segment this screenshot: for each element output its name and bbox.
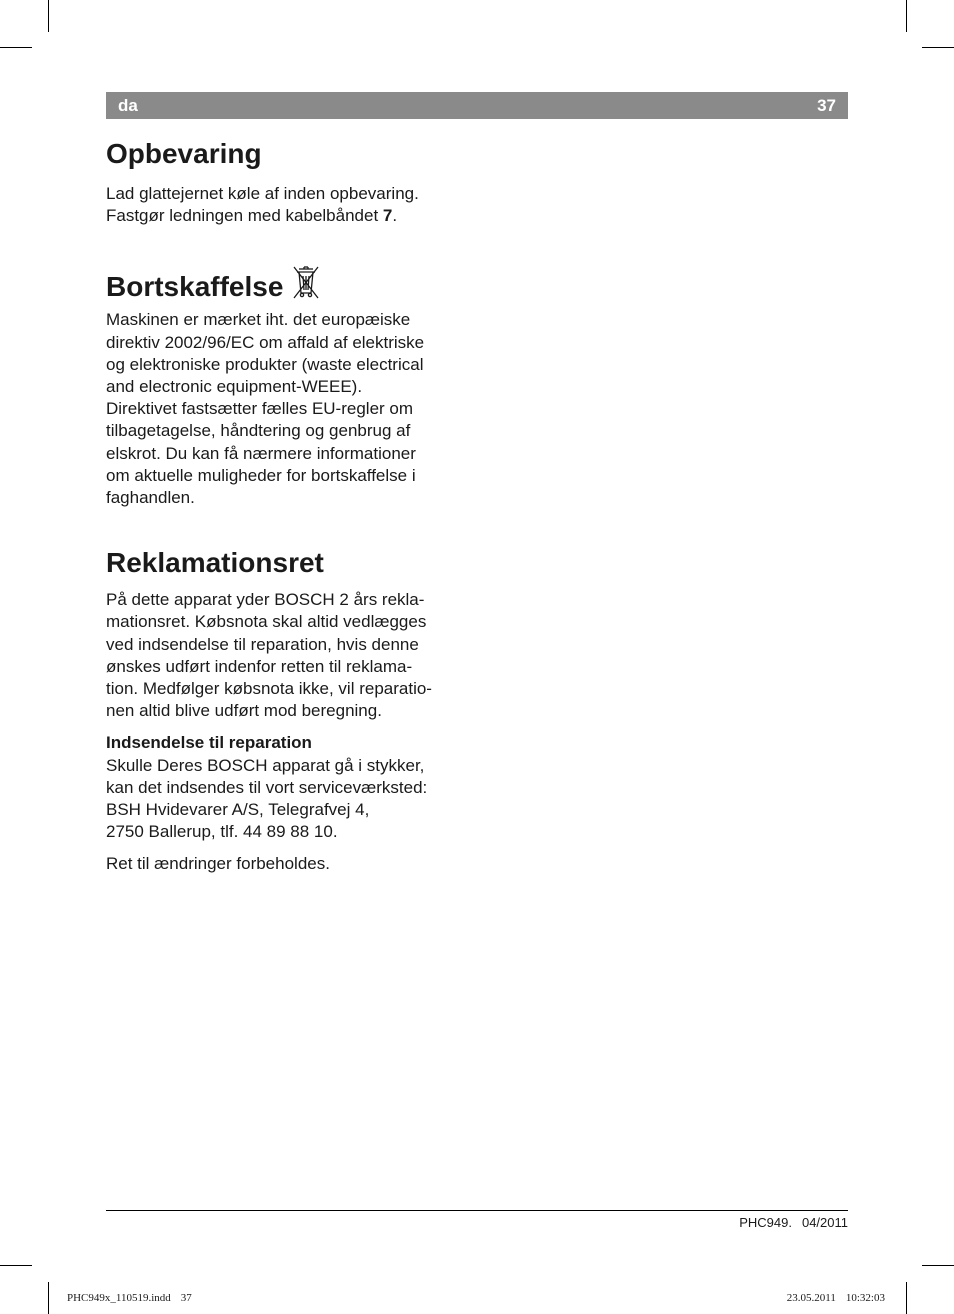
storage-text: Lad glattejernet køle af inden opbevaring. Fastgør ledningen med kabelbåndet 7. — [106, 184, 419, 226]
slug-timestamp: 23.05.2011 10:32:03 — [786, 1292, 885, 1304]
footer-date: 04/2011 — [801, 1215, 848, 1230]
crop-mark-top-left-vertical — [48, 0, 49, 32]
main-content — [106, 138, 476, 876]
language-code: da — [118, 96, 138, 115]
section-title-storage: Opbevaring — [106, 138, 262, 169]
section-title-disposal: Bortskaffelse — [106, 265, 476, 303]
section-storage — [106, 138, 476, 227]
page-header-bar — [106, 92, 848, 119]
part-reference: 7 — [382, 206, 393, 226]
crop-mark-top-right-horizontal — [922, 47, 954, 48]
change-notice: Ret til ændringer forbeholdes. — [106, 854, 330, 874]
footer-model: PHC949. — [739, 1215, 792, 1230]
crop-mark-top-right-vertical — [906, 0, 907, 32]
disposal-text: Maskinen er mærket iht. det europæiske direktiv 2002/96/EC om affald af elektriske og elektroniske produkter (waste electrical and electronic equipment-WEEE). Direktivet fastsætter fælles EU-regler om tilbagetagelse, håndtering og genbrug af elskrot. Du kan få nærmere informationer om aktuelle muligheder for bortskaffelse i faghandlen. — [106, 310, 425, 508]
weee-crossed-bin-icon — [291, 265, 321, 301]
footer-rule — [106, 1210, 848, 1211]
page-number: 37 — [817, 96, 836, 115]
crop-mark-bottom-left-vertical — [48, 1282, 49, 1314]
footer-info — [739, 1215, 848, 1230]
crop-mark-bottom-left-horizontal — [0, 1265, 32, 1266]
slug-file-info: PHC949x_110519.indd 37 — [67, 1292, 192, 1304]
warranty-text: På dette apparat yder BOSCH 2 års rekla- mationsret. Købsnota skal altid vedlægges ved indsendelse til reparation, hvis denne ønskes udført indenfor retten til reklama- tion. Medfølger købsnota ikke, vil reparatio- nen altid blive udført mod beregning. — [106, 590, 432, 721]
crop-mark-bottom-right-horizontal — [922, 1265, 954, 1266]
repair-info: Indsendelse til reparation Skulle Deres BOSCH apparat gå i stykker, kan det indsendes til vort serviceværksted: BSH Hvidevarer A/S, Telegrafvej 4, 2750 Ballerup, tlf. 44 89 88 10. — [106, 733, 428, 842]
section-disposal — [106, 265, 476, 509]
crop-mark-top-left-horizontal — [0, 47, 32, 48]
repair-heading: Indsendelse til reparation — [106, 733, 312, 753]
crop-mark-bottom-right-vertical — [906, 1282, 907, 1314]
section-warranty — [106, 547, 476, 875]
section-title-warranty: Reklamationsret — [106, 547, 324, 579]
